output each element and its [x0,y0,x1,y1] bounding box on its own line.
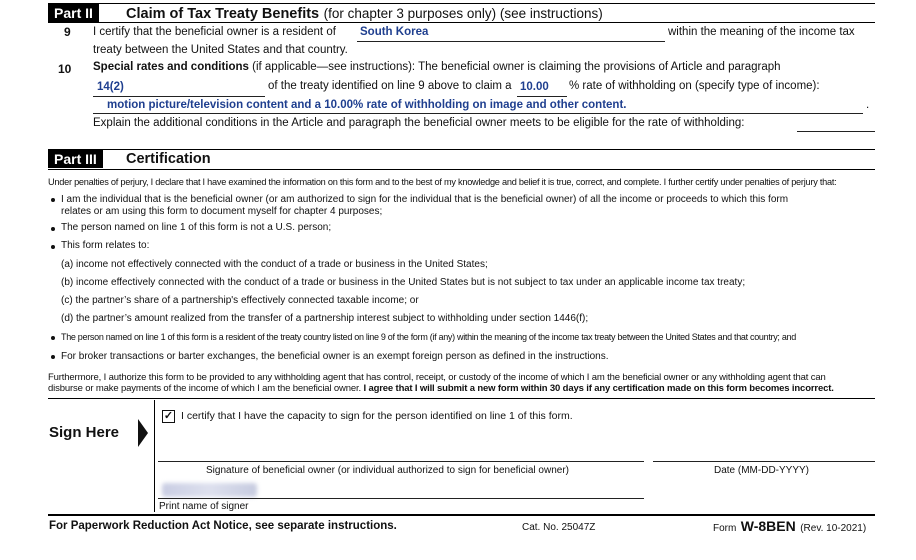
cert-bullet-2: The person named on line 1 of this form is not a U.S. person; [61,222,332,233]
sign-top-rule [48,398,875,399]
footer-form-prefix: Form [713,523,737,534]
sign-divider [154,400,155,512]
footer-form-name: W-8BEN [740,518,796,534]
line10-period: . [866,99,870,111]
cert-sub-a: (a) income not effectively connected with the conduct of a trade or business in the United States; [61,259,488,270]
date-label: Date (MM-DD-YYYY) [714,465,810,476]
signature-label: Signature of beneficial owner (or individual authorized to sign for beneficial owner) [206,465,569,476]
cert-bullet-1-line1: I am the individual that is the beneficial owner (or am authorized to sign for the individual that is the beneficial owner) of all the income or proceeds to which this form [61,194,789,205]
line9-number: 9 [64,25,71,39]
line10-text-c: % rate of withholding on (specify type of income): [569,80,820,92]
line10-income-type-field[interactable]: motion picture/television content and a 10.00% rate of withholding on image and other content. [107,99,627,111]
bullet-1 [51,198,55,202]
part2-top-rule [48,3,875,4]
part2-title: Claim of Tax Treaty Benefits [126,6,320,22]
footer-form-id [713,518,866,536]
cert-sub-d: (d) the partner’s amount realized from the transfer of a partnership interest subject to withholding under section 1446(f); [61,313,589,324]
line9-text-a: I certify that the beneficial owner is a resident of [93,26,336,38]
bullet-3 [51,245,55,249]
cert-further-text: disburse or make payments of the income of which I am the beneficial owner. [48,383,361,394]
footer-top-rule [48,514,875,516]
cert-bullet-3: This form relates to: [61,240,150,251]
part3-bottom-rule [48,169,875,170]
line9-country-underline [357,41,665,42]
line10-heading: Special rates and conditions [93,61,249,73]
print-name-label: Print name of signer [159,501,249,512]
capacity-statement: I certify that I have the capacity to sign for the person identified on line 1 of this form. [181,410,573,422]
line10-explain: Explain the additional conditions in the Article and paragraph the beneficial owner meets to be eligible for the rate of withholding: [93,117,745,129]
cert-further-bold: I agree that I will submit a new form within 30 days if any certification made on this form becomes incorrect. [363,383,834,394]
part2-label: Part II [48,4,99,22]
cert-sub-b: (b) income effectively connected with the conduct of a trade or business in the United States but is not subject to tax under an applicable income tax treaty; [61,277,746,288]
footer-notice: For Paperwork Reduction Act Notice, see separate instructions. [49,520,397,532]
part2-title-suffix: (for chapter 3 purposes only) (see instructions) [323,6,603,21]
line10-text-a: (if applicable—see instructions): The beneficial owner is claiming the provisions of Article and paragraph [252,61,781,73]
capacity-checkbox[interactable]: ✓ [163,410,174,422]
line10-income-underline [93,113,863,114]
cert-bullet-5: For broker transactions or barter exchanges, the beneficial owner is an exempt foreign person as defined in the instructions. [61,351,609,362]
print-name-line[interactable] [158,498,644,499]
footer-cat-number: Cat. No. 25047Z [522,522,596,533]
line10-text-b: of the treaty identified on line 9 above to claim a [268,80,512,92]
line9-text-c: treaty between the United States and that country. [93,44,348,56]
sign-arrow-icon [137,418,149,448]
part3-top-rule [48,149,875,150]
line10-article-field[interactable]: 14(2) [97,81,124,93]
line10-intro [93,61,781,73]
signer-name-redacted [162,483,257,497]
date-line[interactable] [653,461,875,462]
line9-country-field[interactable]: South Korea [360,26,429,38]
line10-number: 10 [58,62,72,76]
line9-text-b: within the meaning of the income tax [668,26,855,38]
line10-rate-underline [517,96,567,97]
bullet-2 [51,227,55,231]
line10-rate-field[interactable]: 10.00 [520,81,549,93]
sign-here-heading: Sign Here [49,424,120,441]
cert-further-line2 [48,383,834,394]
cert-bullet-1-line2: relates or am using this form to document myself for chapter 4 purposes; [61,206,383,217]
part3-intro: Under penalties of perjury, I declare that I have examined the information on this form and to the best of my knowledge and belief it is true, correct, and complete. I further certify under penalties of perjury that: [48,177,837,187]
cert-bullet-4: The person named on line 1 of this form is a resident of the treaty country listed on line 9 of the form (if any) within the meaning of the income tax treaty between the United States and that country; and [61,332,796,342]
cert-sub-c: (c) the partner’s share of a partnership's effectively connected taxable income; or [61,295,419,306]
bullet-4 [51,336,55,340]
part2-bottom-rule [48,22,875,23]
footer-form-rev: (Rev. 10-2021) [800,523,867,534]
line10-article-underline [93,96,265,97]
cert-further-line1: Furthermore, I authorize this form to be provided to any withholding agent that has control, receipt, or custody of the income of which I am the beneficial owner or any withholding agent that can [48,372,826,383]
signature-line[interactable] [158,461,644,462]
part3-label: Part III [48,150,103,168]
bullet-5 [51,355,55,359]
part3-title: Certification [126,151,211,167]
line10-explain-underline [797,131,875,132]
part2-title-row [126,5,603,23]
